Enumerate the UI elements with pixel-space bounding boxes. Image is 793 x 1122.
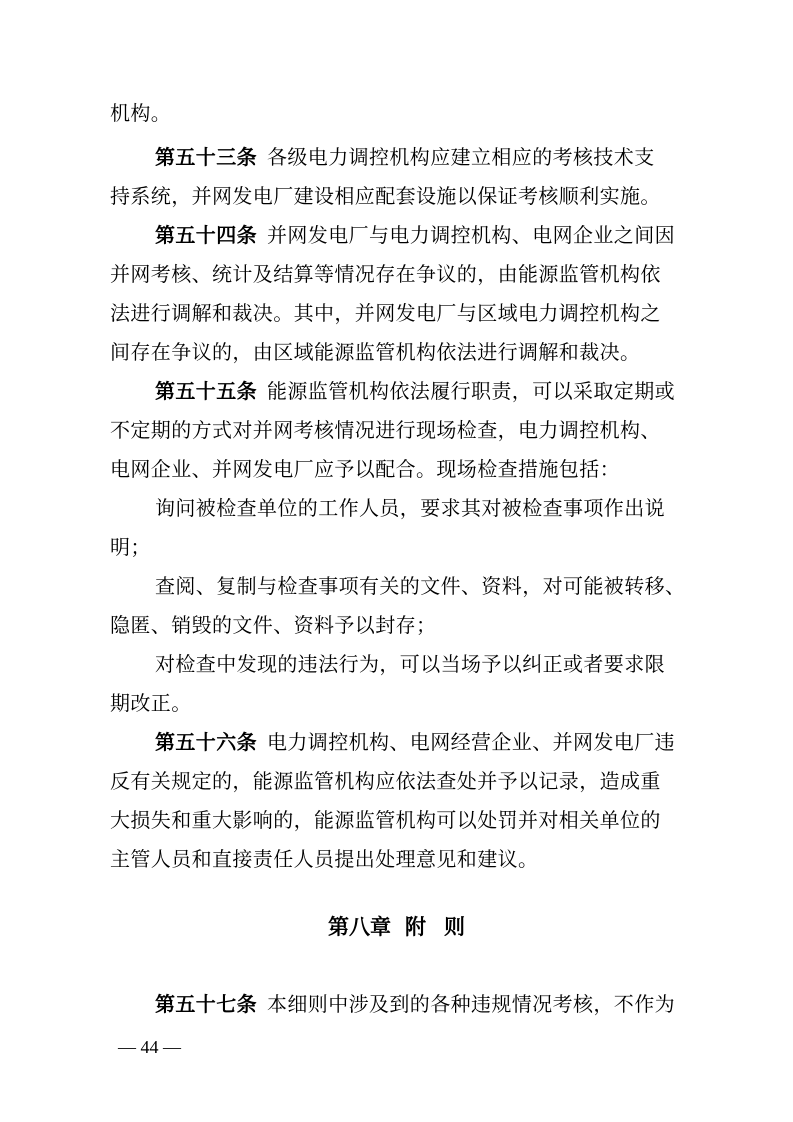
article-53-line-2: 持系统，并网发电厂建设相应配套设施以保证考核顺利实施。: [110, 184, 661, 208]
article-54-line-2: 并网考核、统计及结算等情况存在争议的，由能源监管机构依: [110, 262, 661, 286]
article-53-line-1: 第五十三条 各级电力调控机构应建立相应的考核技术支: [155, 145, 655, 169]
page-number: — 44 —: [118, 1037, 181, 1057]
chapter-number: 第八章: [328, 915, 391, 939]
article-56-line-1: 第五十六条 电力调控机构、电网经营企业、并网发电厂违: [155, 730, 675, 754]
measure-3-line-1: 对检查中发现的违法行为，可以当场予以纠正或者要求限: [155, 652, 665, 676]
measure-2-line-2: 隐匿、销毁的文件、资料予以封存；: [110, 613, 437, 637]
article-55-line-1: 第五十五条 能源监管机构依法履行职责，可以采取定期或: [155, 379, 675, 403]
chapter-title-part-1: 附: [405, 915, 426, 939]
measure-1-line-2: 明；: [110, 535, 151, 559]
article-54-title: 第五十四条: [155, 223, 257, 247]
article-53-title: 第五十三条: [155, 145, 257, 169]
article-55-line-3: 电网企业、并网发电厂应予以配合。现场检查措施包括：: [110, 457, 620, 481]
article-55-line-2: 不定期的方式对并网考核情况进行现场检查，电力调控机构、: [110, 418, 661, 442]
article-55-title: 第五十五条: [155, 379, 257, 403]
article-56-line-3: 大损失和重大影响的，能源监管机构可以处罚并对相关单位的: [110, 808, 661, 832]
article-54-line-3: 法进行调解和裁决。其中，并网发电厂与区域电力调控机构之: [110, 301, 661, 325]
measure-1-line-1: 询问被检查单位的工作人员，要求其对被检查事项作出说: [155, 496, 665, 520]
article-56-line-4: 主管人员和直接责任人员提出处理意见和建议。: [110, 847, 539, 871]
article-57-title: 第五十七条: [155, 992, 257, 1016]
article-57-line-1: 第五十七条 本细则中涉及到的各种违规情况考核，不作为: [155, 992, 675, 1016]
paragraph-line: 机构。: [110, 101, 172, 125]
article-54-line-1: 第五十四条 并网发电厂与电力调控机构、电网企业之间因: [155, 223, 675, 247]
article-56-title: 第五十六条: [155, 730, 257, 754]
measure-3-line-2: 期改正。: [110, 691, 192, 715]
chapter-heading: [0, 914, 793, 940]
measure-2-line-1: 查阅、复制与检查事项有关的文件、资料，对可能被转移、: [155, 574, 686, 598]
article-56-line-2: 反有关规定的，能源监管机构应依法查处并予以记录，造成重: [110, 769, 661, 793]
chapter-title-part-2: 则: [444, 915, 465, 939]
article-54-line-4: 间存在争议的，由区域能源监管机构依法进行调解和裁决。: [110, 340, 641, 364]
